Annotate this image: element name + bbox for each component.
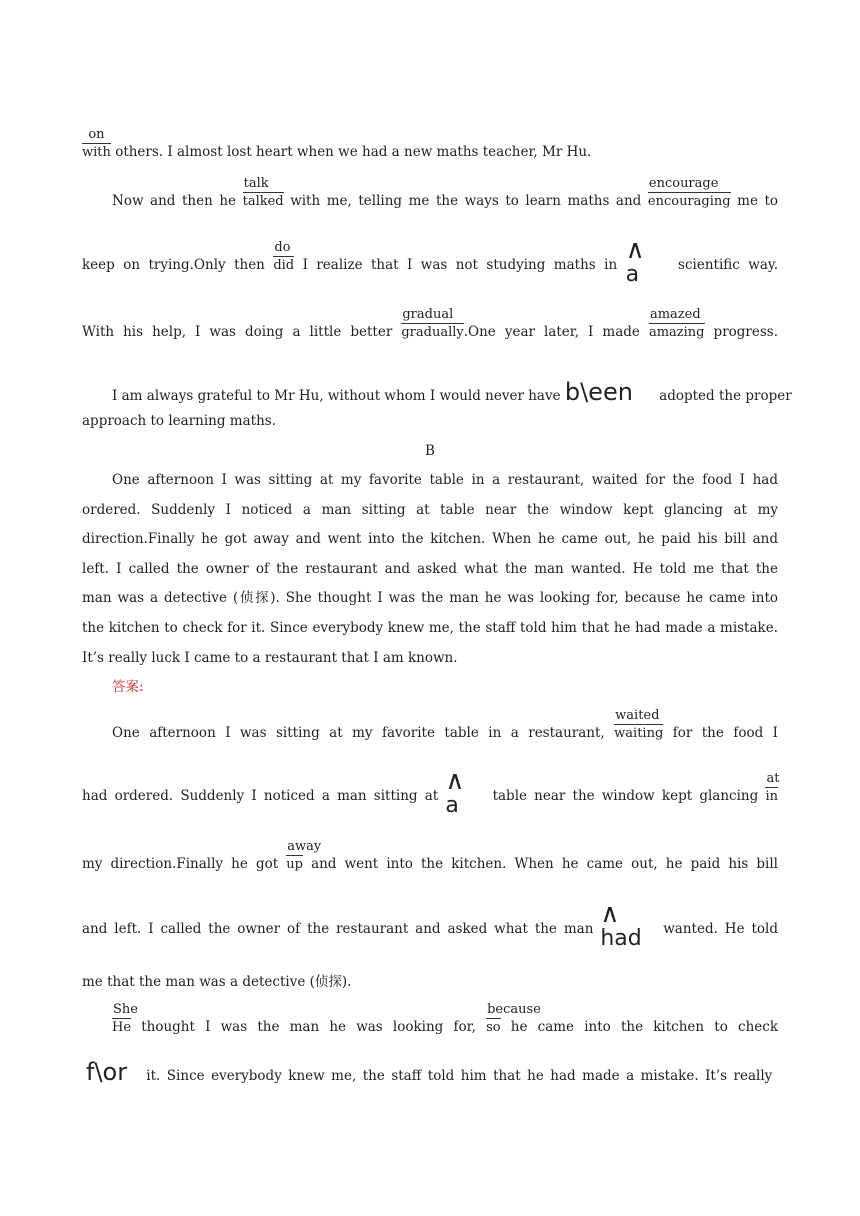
answer-label: 答案: bbox=[112, 679, 144, 695]
section-b-line-6: the kitchen to check for it. Since everybody knew me, the staff told him that he had made a mistake. bbox=[82, 620, 778, 636]
correction-amazed: amazed amazing bbox=[648, 307, 705, 340]
caret-icon: ∧ bbox=[445, 766, 465, 796]
section-b-line-1: One afternoon I was sitting at my favorite table in a restaurant, waited for the food I had bbox=[112, 472, 778, 488]
correction-talk: talk talked bbox=[242, 176, 284, 209]
answer-line-3: my direction.Finally he got away up and went into the kitchen. When he came out, he paid his bill bbox=[82, 839, 778, 872]
passage-a-line-3: keep on trying.Only then do did I realize that I was not studying maths in ∧ a scientific way. bbox=[82, 235, 778, 287]
insertion-a-2: ∧ a bbox=[445, 794, 485, 818]
section-b-line-2: ordered. Suddenly I noticed a man sitting at table near the window kept glancing at my bbox=[82, 502, 778, 518]
answer-line-7: f\or it. Since everybody knew me, the staff told him that he had made a mistake. It’s really bbox=[86, 1058, 773, 1086]
correction-she: She He bbox=[112, 1002, 138, 1035]
correction-because: because so bbox=[486, 1002, 541, 1035]
section-b-line-7: It’s really luck I came to a restaurant that I am known. bbox=[82, 650, 458, 666]
deletion-mark-for: f\or bbox=[86, 1058, 128, 1086]
answer-line-1: One afternoon I was sitting at my favorite table in a restaurant, waited waiting for the food I bbox=[112, 708, 778, 741]
passage-a-line-5: I am always grateful to Mr Hu, without whom I would never have b\een adopted the proper bbox=[112, 378, 792, 406]
answer-line-2: had ordered. Suddenly I noticed a man sitting at ∧ a table near the window kept glancing $\frac{at}{in}$ bbox=[82, 766, 780, 818]
correction-do: do did bbox=[273, 240, 295, 273]
correction-gradual: gradual gradually bbox=[401, 307, 464, 340]
correction-encourage: encourage encouraging bbox=[647, 176, 731, 209]
answer-line-5: me that the man was a detective (侦探). bbox=[82, 974, 352, 990]
deletion-mark-been: b\een bbox=[564, 378, 633, 406]
section-b-line-5: man was a detective (侦探). She thought I was the man he was looking for, because he came into bbox=[82, 590, 778, 606]
insertion-had: ∧ had bbox=[600, 927, 656, 951]
passage-a-line-2: Now and then he talk talked with me, telling me the ways to learn maths and encourage encouraging me to bbox=[112, 176, 779, 209]
caret-icon: ∧ bbox=[600, 899, 620, 929]
section-b-line-3: direction.Finally he got away and went into the kitchen. When he came out, he paid his bill and bbox=[82, 531, 778, 547]
passage-a-line-1: on with others. I almost lost heart when we had a new maths teacher, Mr Hu. bbox=[82, 127, 592, 160]
correction-waited: waited waiting bbox=[614, 708, 664, 741]
correction-at: $\frac{at}{in}$ bbox=[765, 771, 780, 804]
section-b-heading: B bbox=[425, 443, 435, 459]
caret-icon: ∧ bbox=[625, 235, 645, 265]
correction-on-with: on with bbox=[82, 127, 111, 160]
answer-line-4: and left. I called the owner of the restaurant and asked what the man ∧ had wanted. He told bbox=[82, 899, 778, 951]
answer-line-6: She He thought I was the man he was looking for, because so he came into the kitchen to check bbox=[112, 1002, 779, 1035]
insertion-a: ∧ a bbox=[626, 263, 670, 287]
section-b-line-4: left. I called the owner of the restaurant and asked what the man wanted. He told me that the bbox=[82, 561, 778, 577]
passage-a-line-4: With his help, I was doing a little better gradual gradually .One year later, I made amazed amazing progress. bbox=[82, 307, 779, 340]
correction-away: away up bbox=[286, 839, 322, 872]
passage-a-line-6: approach to learning maths. bbox=[82, 413, 276, 429]
